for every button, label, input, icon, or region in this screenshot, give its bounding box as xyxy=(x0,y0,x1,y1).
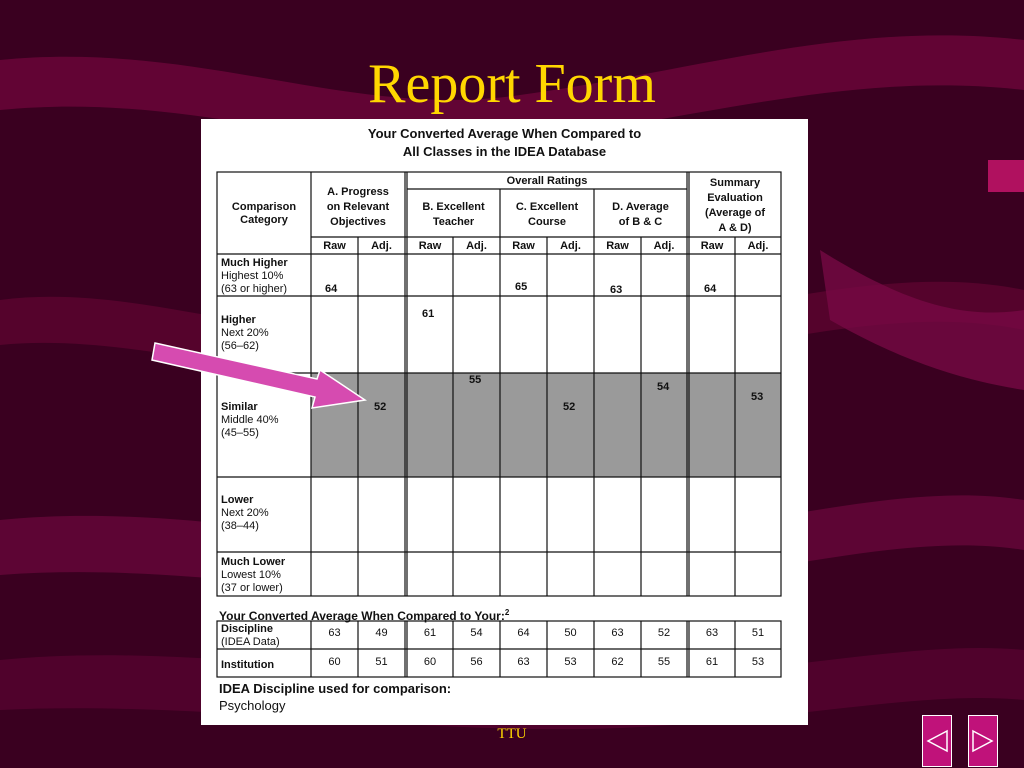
value-summary-adj: 53 xyxy=(751,391,764,403)
institution-summary-adj: 53 xyxy=(751,656,765,668)
value-c-raw: 65 xyxy=(515,281,528,293)
institution-d-raw: 62 xyxy=(611,656,624,668)
a-raw-label: Raw xyxy=(323,240,346,252)
value-a-raw: 64 xyxy=(325,283,338,295)
d-raw-label: Raw xyxy=(606,240,629,252)
value-b-raw: 61 xyxy=(422,308,435,320)
column-a-header: A. Progress on Relevant Objectives xyxy=(326,186,390,228)
previous-arrow-icon xyxy=(923,716,951,766)
overall-ratings-header: Overall Ratings xyxy=(506,175,588,187)
institution-c-adj: 53 xyxy=(564,656,577,668)
b-raw-label: Raw xyxy=(418,240,442,252)
discipline-b-raw: 61 xyxy=(423,627,437,639)
category-lower: Lower Next 20% (38–44) xyxy=(221,494,269,532)
category-much-lower: Much Lower Lowest 10% (37 or lower) xyxy=(221,556,286,594)
comparison-row-discipline: Discipline (IDEA Data) xyxy=(221,623,280,648)
institution-b-raw: 60 xyxy=(423,656,437,668)
discipline-d-adj: 52 xyxy=(657,627,671,639)
discipline-a-adj: 49 xyxy=(375,627,388,639)
discipline-a-raw: 63 xyxy=(328,627,341,639)
slide-title: Report Form xyxy=(368,53,656,115)
value-c-adj: 52 xyxy=(563,401,576,413)
category-similar: Similar Middle 40% (45–55) xyxy=(221,401,279,439)
value-a-adj: 52 xyxy=(374,401,387,413)
previous-slide-button[interactable] xyxy=(922,715,952,767)
discipline-d-raw: 63 xyxy=(611,627,624,639)
report-heading-line1: Your Converted Average When Compared to xyxy=(367,126,642,141)
column-summary-header: Summary Evaluation (Average of A & D) xyxy=(704,177,766,234)
comparison-row-institution: Institution xyxy=(221,659,275,671)
discipline-summary-adj: 51 xyxy=(751,627,765,639)
discipline-c-raw: 64 xyxy=(517,627,530,639)
highlight-arrow xyxy=(150,338,370,413)
value-d-raw: 63 xyxy=(610,284,623,296)
next-slide-button[interactable] xyxy=(968,715,998,767)
column-c-header: C. Excellent Course xyxy=(515,201,579,228)
summary-raw-label: Raw xyxy=(700,240,724,252)
report-form xyxy=(201,119,808,725)
institution-d-adj: 55 xyxy=(657,656,671,668)
value-d-adj: 54 xyxy=(657,381,670,393)
institution-b-adj: 56 xyxy=(470,656,483,668)
institution-a-adj: 51 xyxy=(375,656,388,668)
column-b-header: B. Excellent Teacher xyxy=(422,201,485,228)
a-adj-label: Adj. xyxy=(371,240,392,252)
comparison-category-header: Comparison Category xyxy=(231,201,297,226)
report-heading xyxy=(201,125,808,161)
report-heading-line2: All Classes in the IDEA Database xyxy=(402,144,607,159)
category-much-higher: Much Higher Highest 10% (63 or higher) xyxy=(221,257,288,295)
value-b-adj: 55 xyxy=(469,374,482,386)
discipline-value: Psychology xyxy=(219,698,286,713)
institution-c-raw: 63 xyxy=(517,656,530,668)
summary-adj-label: Adj. xyxy=(747,240,769,252)
d-adj-label: Adj. xyxy=(653,240,675,252)
footer-text: TTU xyxy=(497,726,527,742)
institution-a-raw: 60 xyxy=(328,656,341,668)
column-d-header: D. Average of B & C xyxy=(612,201,669,228)
value-summary-raw: 64 xyxy=(704,283,717,295)
c-adj-label: Adj. xyxy=(560,240,581,252)
institution-summary-raw: 61 xyxy=(705,656,719,668)
discipline-c-adj: 50 xyxy=(564,627,577,639)
b-adj-label: Adj. xyxy=(466,240,487,252)
category-higher: Higher Next 20% (56–62) xyxy=(221,314,269,352)
discipline-label: IDEA Discipline used for comparison: xyxy=(219,681,452,696)
discipline-b-adj: 54 xyxy=(470,627,483,639)
c-raw-label: Raw xyxy=(512,240,535,252)
next-arrow-icon xyxy=(969,716,997,766)
comparison-title: Your Converted Average When Compared to Your:$^2$ xyxy=(219,608,510,623)
discipline-summary-raw: 63 xyxy=(705,627,719,639)
